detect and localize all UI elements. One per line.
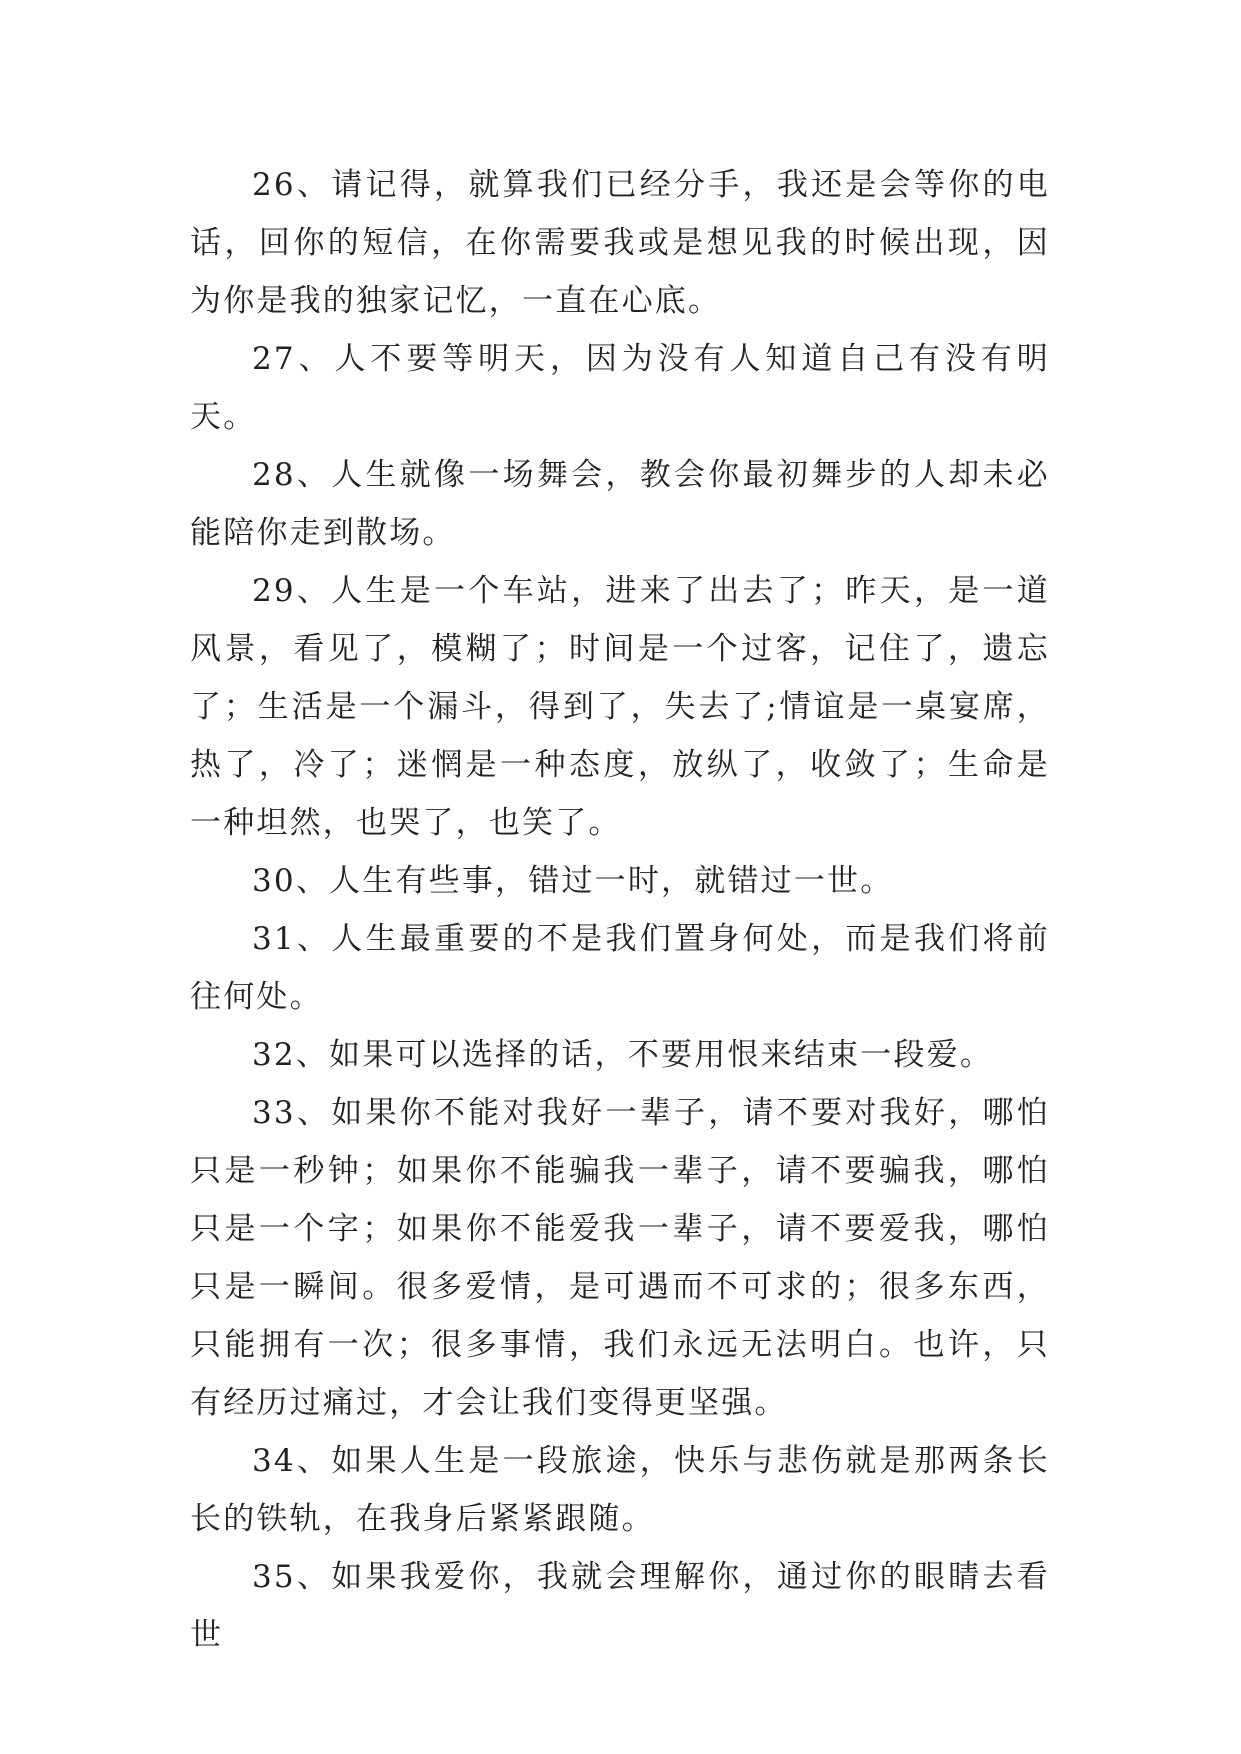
paragraph-28: 28、人生就像一场舞会，教会你最初舞步的人却未必能陪你走到散场。	[190, 457, 1050, 551]
paragraph-33: 33、如果你不能对我好一辈子，请不要对我好，哪怕只是一秒钟；如果你不能骗我一辈子，请不要骗我，哪怕只是一个字；如果你不能爱我一辈子，请不要爱我，哪怕只是一瞬间。很多爱情，是可遇而不可求的；很多东西，只能拥有一次；很多事情，我们永远无法明白。也许，只有经历过痛过，才会让我们变得更坚强。	[190, 1095, 1050, 1421]
paragraph-30: 30、人生有些事，错过一时，就错过一世。	[252, 863, 894, 899]
paragraph-32: 32、如果可以选择的话，不要用恨来结束一段爱。	[252, 1037, 994, 1073]
paragraph-26: 26、请记得，就算我们已经分手，我还是会等你的电话，回你的短信，在你需要我或是想见我的时候出现，因为你是我的独家记忆，一直在心底。	[190, 167, 1050, 319]
paragraph-27: 27、人不要等明天，因为没有人知道自己有没有明天。	[190, 341, 1050, 435]
paragraph-34: 34、如果人生是一段旅途，快乐与悲伤就是那两条长长的铁轨，在我身后紧紧跟随。	[190, 1443, 1050, 1537]
paragraph-35: 35、如果我爱你，我就会理解你，通过你的眼睛去看世	[190, 1559, 1050, 1653]
document-body	[190, 156, 1050, 1664]
paragraph-31: 31、人生最重要的不是我们置身何处，而是我们将前往何处。	[190, 921, 1050, 1015]
paragraph-29: 29、人生是一个车站，进来了出去了；昨天，是一道风景，看见了，模糊了；时间是一个过客，记住了，遗忘了；生活是一个漏斗，得到了，失去了;情谊是一桌宴席，热了，冷了；迷惘是一种态度，放纵了，收敛了；生命是一种坦然，也哭了，也笑了。	[190, 573, 1050, 841]
